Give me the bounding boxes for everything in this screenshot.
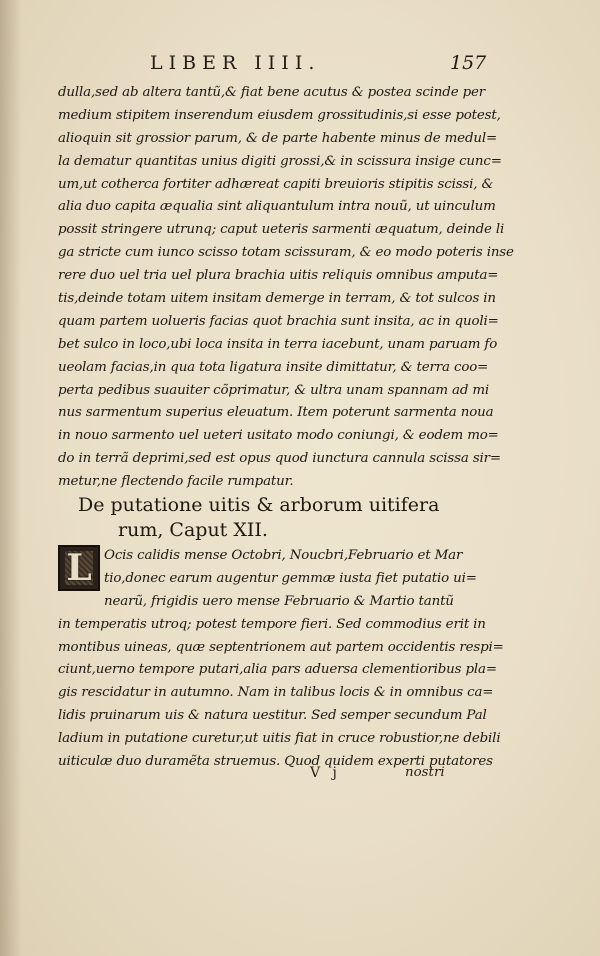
text-line: gis rescidatur in autumno. Nam in talibus locis & in omnibus ca= [58,685,494,701]
text-line: metur,ne flectendo facile rumpatur. [58,474,294,490]
chapter-heading-line: De putatione uitis & arborum uitifera [78,494,440,516]
running-head: LIBER IIII. [150,52,321,74]
text-line: do in terrã deprimi,sed est opus quod iunctura cannula scissa sir= [58,451,501,467]
initial-letter: L [66,547,92,589]
chapter-heading-line: rum, Caput XII. [118,519,268,541]
signature-mark: V j [310,765,341,781]
folio-number: 157 [450,52,487,74]
text-line: in nouo sarmento uel ueteri usitato modo coniungi, & eodem mo= [58,428,499,444]
text-line: medium stipitem inserendum eiusdem grossitudinis,si esse potest, [58,107,501,123]
text-line: ciunt,uerno tempore putari,alia pars aduersa clementioribus pla= [58,662,497,678]
text-line: la dematur quantitas unius digiti grossi,& in scissura insige cunc= [58,153,502,169]
text-line: dulla,sed ab altera tantũ,& fiat bene acutus & postea scinde per [58,85,486,100]
text-line: nus sarmentum superius eleuatum. Item poterunt sarmenta noua [58,405,494,421]
text-line: um,ut cotherca fortiter adhæreat capiti breuioris stipitis scissi, & [58,176,494,192]
text-line: possit stringere utrunq; caput ueteris sarmenti æquatum, deinde li [58,222,505,238]
text-line: bet sulco in loco,ubi loca insita in terra iacebunt, unam paruam fo [58,336,498,352]
text-line: quam partem uolueris facias quot brachia sunt insita, ac in quoli= [58,313,499,329]
text-line: perta pedibus suauiter cõprimatur, & ultra unam spannam ad mi [58,382,490,398]
text-line: alia duo capita æqualia sint aliquantulum intra nouũ, ut uinculum [58,199,496,215]
text-line: nearũ, frigidis uero mense Februario & Martio tantũ [104,593,454,609]
text-line: alioquin sit grossior parum, & de parte habente minus de medul= [58,130,498,146]
text-line: tis,deinde totam uitem insitam demerge in terram, & tot sulcos in [58,291,496,307]
text-line: tio,donec earum augentur gemmæ iusta fiet putatio ui= [104,570,477,586]
catchword: nostri [405,765,445,780]
text-line: rere duo uel tria uel plura brachia uitis reliquis omnibus amputa= [58,268,499,284]
text-line: ga stricte cum iunco scisso totam scissuram, & eo modo poteris inse [58,245,514,261]
text-line: montibus uineas, quæ septentrionem aut partem occidentis respi= [58,639,504,655]
text-line: uiticulæ duo duramẽta struemus. Quod quidem experti putatores [58,754,493,770]
paragraph-chapter-text [58,545,504,774]
text-line: lidis pruinarum uis & natura uestitur. Sed semper secundum Pal [58,708,487,724]
text-line: in temperatis utroq; potest tempore fieri. Sed commodius erit in [58,616,486,632]
text-line: ladium in putatione curetur,ut uitis fiat in cruce robustior,ne debili [58,731,501,747]
chapter-heading [78,493,458,543]
text-line: Ocis calidis mense Octobri, Noucbri,Februario et Mar [104,548,463,563]
paragraph-continuation [58,82,514,494]
text-line: ueolam facias,in qua tota ligatura insite dimittatur, & terra coo= [58,359,489,375]
